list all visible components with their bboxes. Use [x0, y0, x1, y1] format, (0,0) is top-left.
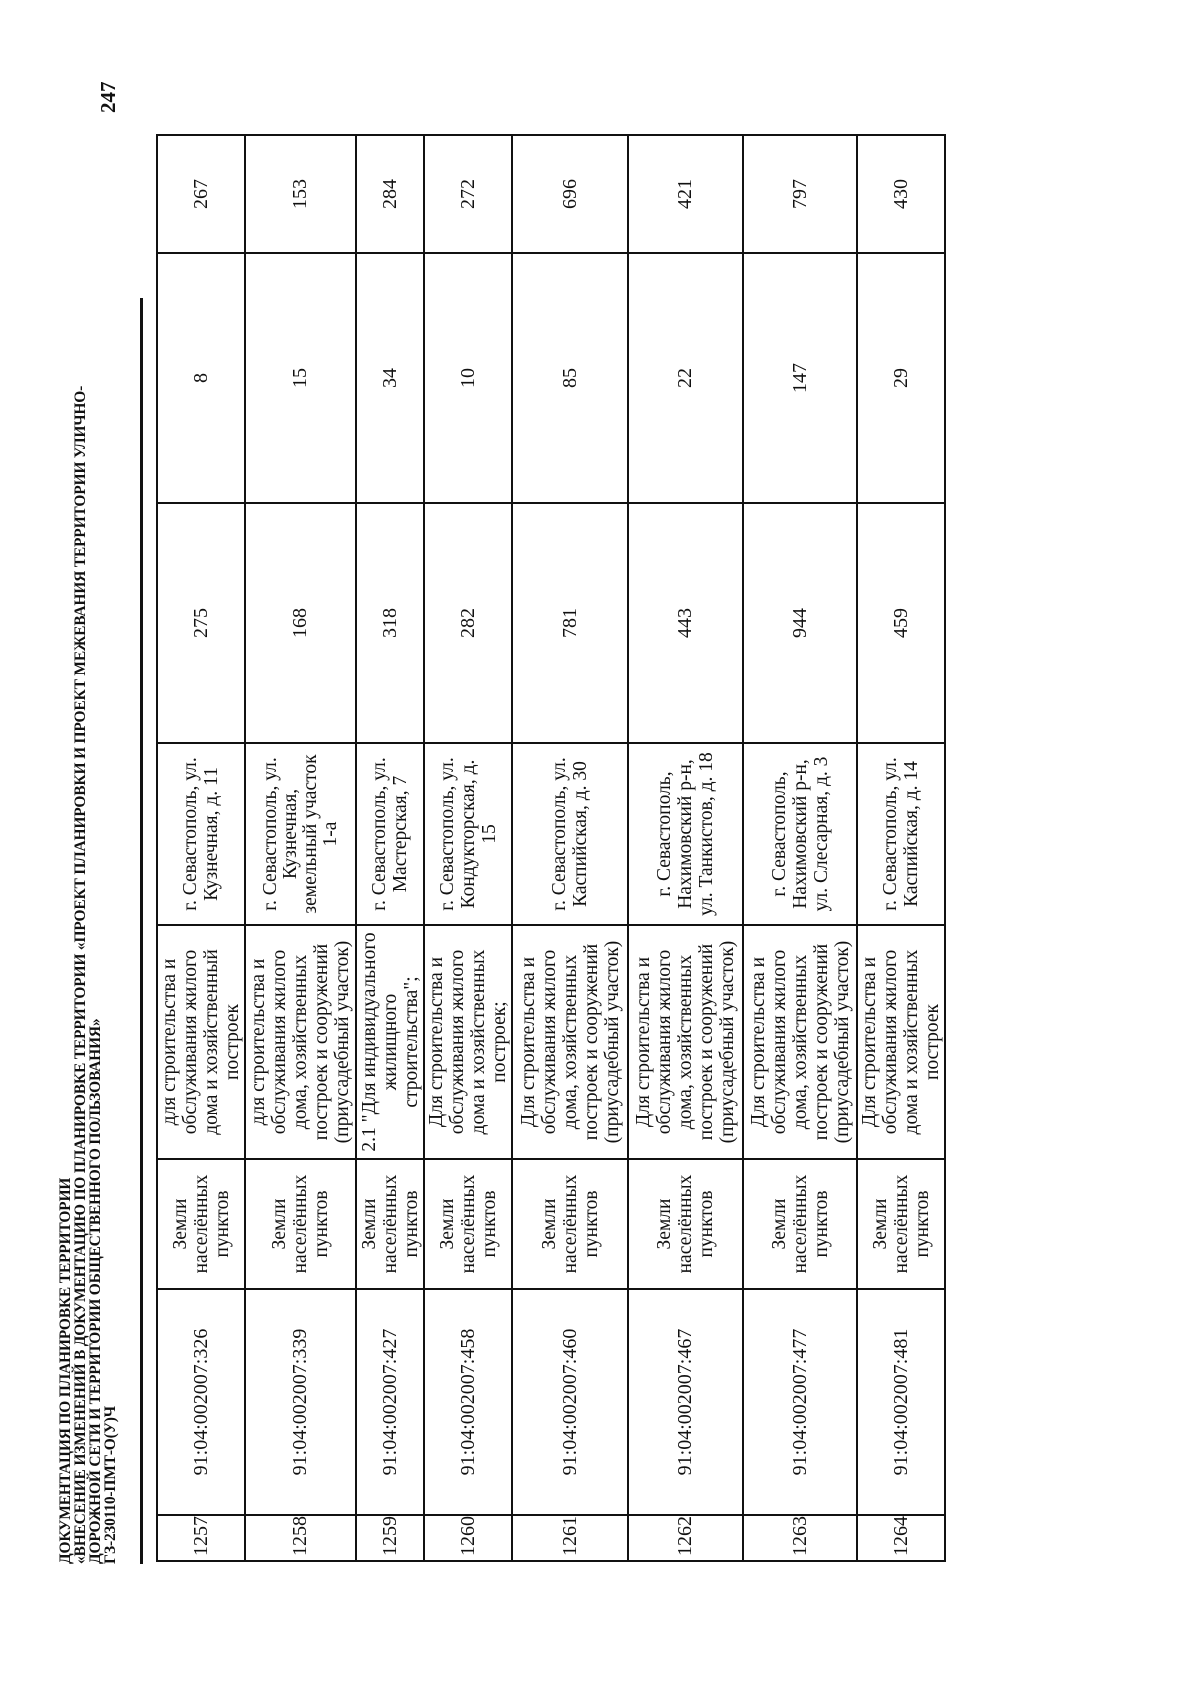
- permitted-use: Для строительства и обслуживания жилого дома и хозяйственных построек: [857, 925, 945, 1159]
- permitted-use: Для строительства и обслуживания жилого дома, хозяйственных построек и сооружений (приусадебный участок): [743, 925, 857, 1159]
- area-value-3: 430: [857, 135, 945, 253]
- area-value-1: 944: [743, 503, 857, 743]
- permitted-use: Для строительства и обслуживания жилого дома и хозяйственных построек;: [424, 925, 512, 1159]
- cadastral-number: 91:04:002007:339: [245, 1289, 356, 1515]
- document-header: [57, 385, 119, 1564]
- parcel-address: г. Севастополь, ул. Каспийская, д. 30: [512, 743, 628, 925]
- table-row: [157, 135, 245, 1561]
- land-category: Земли населённых пунктов: [157, 1159, 245, 1289]
- land-category: Земли населённых пунктов: [628, 1159, 743, 1289]
- header-line-3: ДОРОЖНОЙ СЕТИ И ТЕРРИТОРИИ ОБЩЕСТВЕННОГО ПОЛЬЗОВАНИЯ»: [87, 1018, 104, 1564]
- table-row: [743, 135, 857, 1561]
- area-value-3: 272: [424, 135, 512, 253]
- land-category: Земли населённых пунктов: [424, 1159, 512, 1289]
- area-value-3: 797: [743, 135, 857, 253]
- cadastral-number: 91:04:002007:477: [743, 1289, 857, 1515]
- area-value-2: 147: [743, 253, 857, 503]
- area-value-2: 34: [356, 253, 424, 503]
- area-value-1: 459: [857, 503, 945, 743]
- area-value-1: 443: [628, 503, 743, 743]
- area-value-1: 781: [512, 503, 628, 743]
- land-category: Земли населённых пунктов: [857, 1159, 945, 1289]
- permitted-use: 2.1 "Для индивидуального жилищного строительства";: [356, 925, 424, 1159]
- row-number: 1260: [424, 1515, 512, 1561]
- cadastral-number: 91:04:002007:427: [356, 1289, 424, 1515]
- area-value-3: 153: [245, 135, 356, 253]
- area-value-2: 22: [628, 253, 743, 503]
- row-number: 1263: [743, 1515, 857, 1561]
- row-number: 1261: [512, 1515, 628, 1561]
- table-row: [857, 135, 945, 1561]
- land-category: Земли населённых пунктов: [245, 1159, 356, 1289]
- area-value-2: 10: [424, 253, 512, 503]
- area-value-1: 168: [245, 503, 356, 743]
- parcel-address: г. Севастополь, ул. Кондукторская, д. 15: [424, 743, 512, 925]
- area-value-2: 29: [857, 253, 945, 503]
- parcel-address: г. Севастополь, ул. Мастерская, 7: [356, 743, 424, 925]
- parcel-address: г. Севастополь, Нахимовский р-н, ул. Танкистов, д. 18: [628, 743, 743, 925]
- area-value-3: 267: [157, 135, 245, 253]
- header-divider: [140, 298, 143, 1564]
- parcel-address: г. Севастополь, ул. Кузнечная, д. 11: [157, 743, 245, 925]
- permitted-use: для строительства и обслуживания жилого дома и хозяйственный построек: [157, 925, 245, 1159]
- land-parcels-table: [156, 134, 946, 1562]
- area-value-2: 8: [157, 253, 245, 503]
- area-value-3: 421: [628, 135, 743, 253]
- parcel-address: г. Севастополь, ул. Кузнечная, земельный участок 1-а: [245, 743, 356, 925]
- cadastral-number: 91:04:002007:460: [512, 1289, 628, 1515]
- cadastral-number: 91:04:002007:326: [157, 1289, 245, 1515]
- row-number: 1262: [628, 1515, 743, 1561]
- table-row: [512, 135, 628, 1561]
- cadastral-number: 91:04:002007:458: [424, 1289, 512, 1515]
- area-value-2: 15: [245, 253, 356, 503]
- header-line-2: «ВНЕСЕНИЕ ИЗМЕНЕНИЙ В ДОКУМЕНТАЦИЮ ПО ПЛАНИРОВКЕ ТЕРРИТОРИИ «ПРОЕКТ ПЛАНИРОВКИ И ПРОЕКТ МЕЖЕВАНИЯ ТЕРРИТОРИИ УЛИЧНО-: [72, 385, 89, 1564]
- table-row: [245, 135, 356, 1561]
- area-value-3: 284: [356, 135, 424, 253]
- land-category: Земли населённых пунктов: [356, 1159, 424, 1289]
- cadastral-number: 91:04:002007:467: [628, 1289, 743, 1515]
- table-row: [424, 135, 512, 1561]
- parcel-address: г. Севастополь, Нахимовский р-н, ул. Слесарная, д. 3: [743, 743, 857, 925]
- permitted-use: для строительства и обслуживания жилого дома, хозяйственных построек и сооружений (приусадебный участок): [245, 925, 356, 1159]
- row-number: 1259: [356, 1515, 424, 1561]
- permitted-use: Для строительства и обслуживания жилого дома, хозяйственных построек и сооружений (приусадебный участок): [628, 925, 743, 1159]
- permitted-use: Для строительства и обслуживания жилого дома, хозяйственных построек и сооружений (приусадебный участок): [512, 925, 628, 1159]
- area-value-1: 318: [356, 503, 424, 743]
- area-value-3: 696: [512, 135, 628, 253]
- parcel-address: г. Севастополь, ул. Каспийская, д. 14: [857, 743, 945, 925]
- row-number: 1264: [857, 1515, 945, 1561]
- table-row: [628, 135, 743, 1561]
- land-category: Земли населённых пунктов: [512, 1159, 628, 1289]
- row-number: 1257: [157, 1515, 245, 1561]
- header-line-1: ДОКУМЕНТАЦИЯ ПО ПЛАНИРОВКЕ ТЕРРИТОРИИ: [57, 1177, 74, 1564]
- cadastral-number: 91:04:002007:481: [857, 1289, 945, 1515]
- page-number: 247: [96, 81, 120, 113]
- area-value-1: 275: [157, 503, 245, 743]
- land-category: Земли населённых пунктов: [743, 1159, 857, 1289]
- table-row: [356, 135, 424, 1561]
- area-value-2: 85: [512, 253, 628, 503]
- area-value-1: 282: [424, 503, 512, 743]
- header-line-4: ГЗ-230110-ПМТ-О(У)Ч: [102, 1406, 119, 1564]
- row-number: 1258: [245, 1515, 356, 1561]
